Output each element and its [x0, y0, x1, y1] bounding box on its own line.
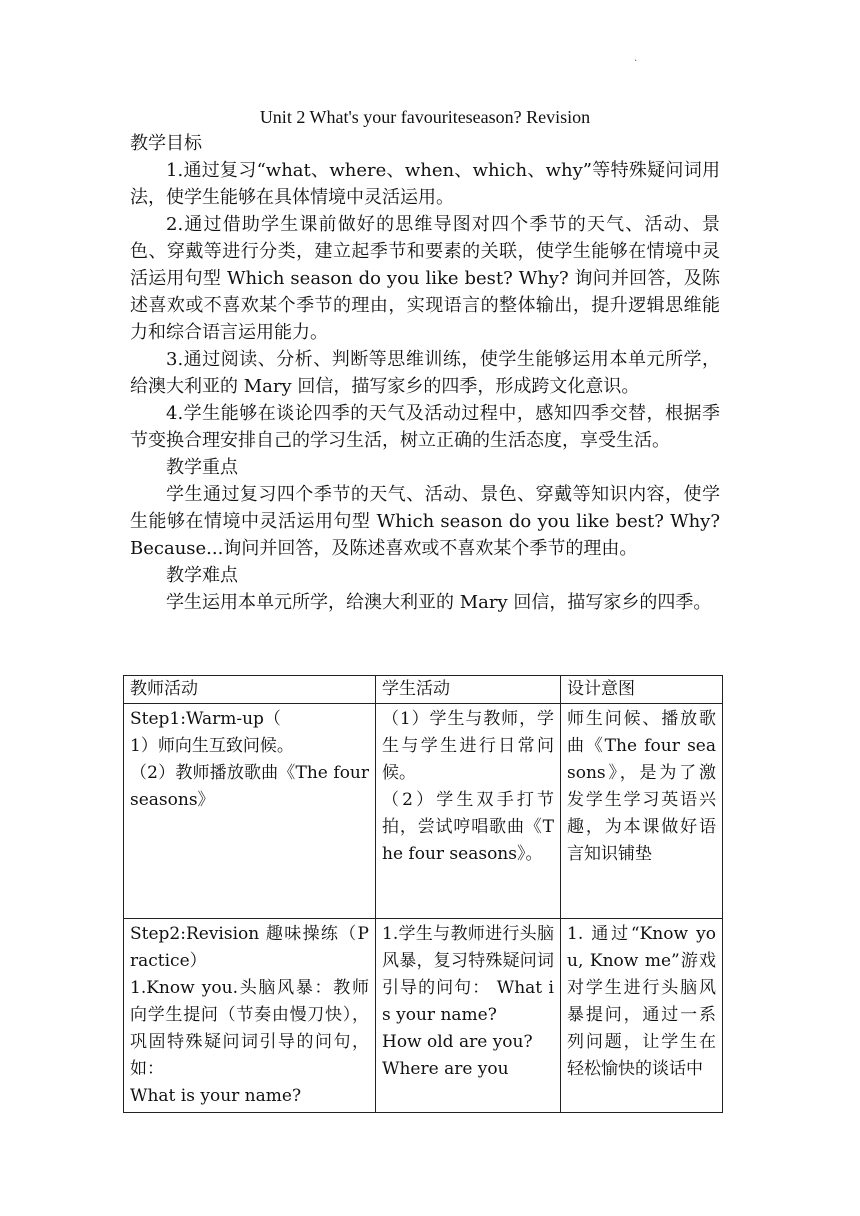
cell-text: 1）师向生互致问候。	[130, 736, 294, 756]
cell-text: How old are you?	[382, 1032, 533, 1052]
lesson-plan-table	[123, 675, 723, 1113]
difficulty-text: 学生运用本单元所学，给澳大利亚的 Mary 回信，描写家乡的四季。	[166, 592, 712, 613]
student-activity-cell	[376, 919, 561, 1113]
cell-text: 1.学生与教师进行头脑风暴，复习特殊疑问词引导的问句： What is your name?	[382, 924, 554, 1025]
objective-item: 3.通过阅读、分析、判断等思维训练，使学生能够运用本单元所学，给澳大利亚的 Mary 回信，描写家乡的四季，形成跨文化意识。	[130, 349, 720, 397]
header-teacher-activity: 教师活动	[124, 676, 376, 704]
student-activity-cell	[376, 704, 561, 919]
table-row	[124, 919, 723, 1113]
design-intent-cell	[561, 919, 723, 1113]
teacher-activity-cell	[124, 704, 376, 919]
cell-text: 1. 通过“Know you, Know me”游戏对学生进行头脑风暴提问，通过一系列问题，让学生在轻松愉快的谈话中	[567, 924, 716, 1079]
cell-text: What is your name?	[130, 1086, 302, 1106]
key-points-heading: 教学重点	[166, 457, 238, 478]
cell-text: （1）学生与教师，学生与学生进行日常问候。	[382, 709, 554, 783]
cell-text: 师生问候、播放歌曲《The four seasons》，是为了激发学生学习英语兴趣，为本课做好语言知识铺垫	[567, 709, 716, 864]
table-header-row	[124, 676, 723, 704]
cell-text: Where are you	[382, 1059, 509, 1079]
header-design-intent: 设计意图	[561, 676, 723, 704]
objective-item: 1.通过复习“what、where、when、which、why”等特殊疑问词用法，使学生能够在具体情境中灵活运用。	[130, 160, 720, 208]
cell-text: Step2:Revision 趣味操练（Practice）	[130, 924, 369, 971]
objective-item: 4.学生能够在谈论四季的天气及活动过程中，感知四季交替，根据季节变换合理安排自己的学习生活，树立正确的生活态度，享受生活。	[130, 403, 720, 451]
cell-text: （2）教师播放歌曲《The four seasons》	[130, 763, 369, 810]
cell-text: 1.Know you.头脑风暴：教师向学生提问（节奏由慢刀快），巩固特殊疑问词引导的问句，如：	[130, 978, 369, 1079]
header-student-activity: 学生活动	[376, 676, 561, 704]
document-body	[130, 104, 720, 616]
objective-item: 2.通过借助学生课前做好的思维导图对四个季节的天气、活动、景色、穿戴等进行分类，建立起季节和要素的关联，使学生能够在情境中灵活运用句型 Which season do you like best? Why? 询问并回答，及陈述喜欢或不喜欢某个季节的理由，实现语言的整体输出，提升逻辑思维能力和综合语言运用能力。	[130, 214, 720, 343]
teacher-activity-cell	[124, 919, 376, 1113]
objectives-heading: 教学目标	[130, 133, 202, 154]
cell-text: Step1:Warm-up（	[130, 709, 281, 729]
design-intent-cell	[561, 704, 723, 919]
cell-text: （2）学生双手打节拍，尝试哼唱歌曲《The four seasons》。	[382, 790, 554, 864]
page-marker-dot: ·	[634, 56, 638, 67]
document-title: Unit 2 What's your favouriteseason? Revision	[259, 107, 591, 127]
key-points-text: 学生通过复习四个季节的天气、活动、景色、穿戴等知识内容，使学生能够在情境中灵活运用句型 Which season do you like best? Why? Because...询问并回答，及陈述喜欢或不喜欢某个季节的理由。	[130, 484, 720, 559]
table-row	[124, 704, 723, 919]
difficulty-heading: 教学难点	[166, 565, 238, 586]
